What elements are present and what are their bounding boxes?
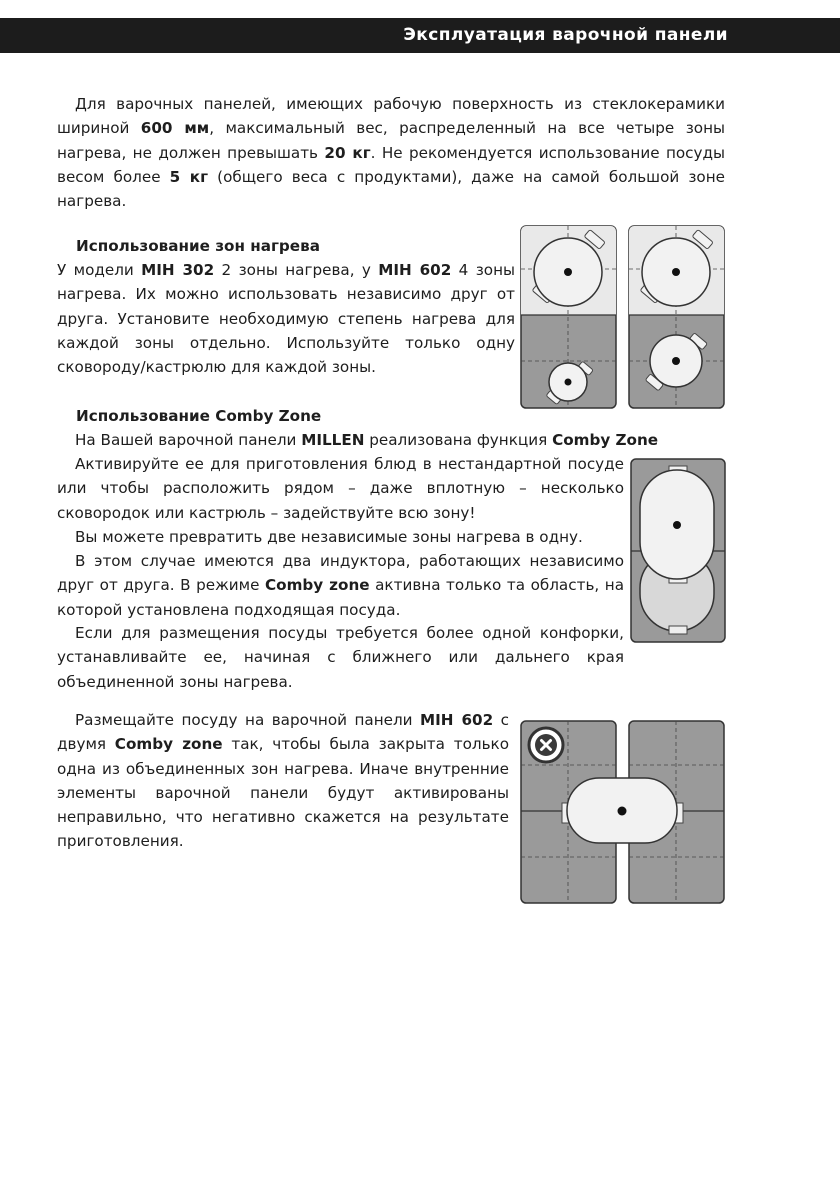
intro-paragraph: Для варочных панелей, имеющих рабочую поверхность из стеклокерамики шириной 600 мм, максимальный вес, распределенный на все четыре зоны нагрева, не должен превышать 20 кг. Не рекомендуется использование посуды весом более 5 кг (общего веса с продуктами), даже на самой большой зоне нагрева.	[57, 95, 726, 211]
comby-edge-paragraph: Если для размещения посуды требуется более одной конфорки, устанавливайте ее, начиная с ближнего или дальнего края объединенной зоны нагрева.	[57, 624, 624, 691]
panel-left	[521, 226, 616, 408]
comby-combine-paragraph: Вы можете превратить две независимые зоны нагрева в одну.	[75, 528, 583, 546]
comby-heading: Использование Comby Zone	[76, 407, 322, 425]
placement-paragraph: Размещайте посуду на варочной панели MIH 602 с двумя Comby zone так, чтобы была закрыта только одна из объединенных зон нагрева. Иначе внутренние элементы варочной панели будут активированы неправильно, что негативно скажется на результате приготовления.	[57, 711, 509, 851]
header-bar	[0, 18, 840, 53]
close-icon	[529, 728, 563, 762]
two-zone-panels-illustration	[518, 223, 728, 411]
comby-activate-paragraph: Активируйте ее для приготовления блюд в нестандартной посуде или чтобы расположить рядом – даже вплотную – несколько сковородок или кастрюль – задействуйте всю зону!	[57, 455, 624, 522]
panel-right	[629, 226, 724, 408]
zones-paragraph: У модели MIH 302 2 зоны нагрева, у MIH 602 4 зоны нагрева. Их можно использовать независимо друг от друга. Установите необходимую степень нагрева для каждой зоны отдельно. Используйте только одну сковороду/кастрюлю для каждой зоны.	[57, 261, 515, 377]
zones-heading: Использование зон нагрева	[76, 237, 320, 255]
wrong-placement-illustration	[518, 718, 728, 906]
comby-inductors-paragraph: В этом случае имеются два индуктора, работающих независимо друг от друга. В режиме Comby zone активна только та область, на которой установлена подходящая посуда.	[57, 552, 625, 619]
comby-zone-illustration	[628, 456, 728, 646]
page-title: Эксплуатация варочной панели	[403, 25, 728, 45]
comby-intro-line: На Вашей варочной панели MILLEN реализована функция Comby Zone	[75, 431, 659, 449]
